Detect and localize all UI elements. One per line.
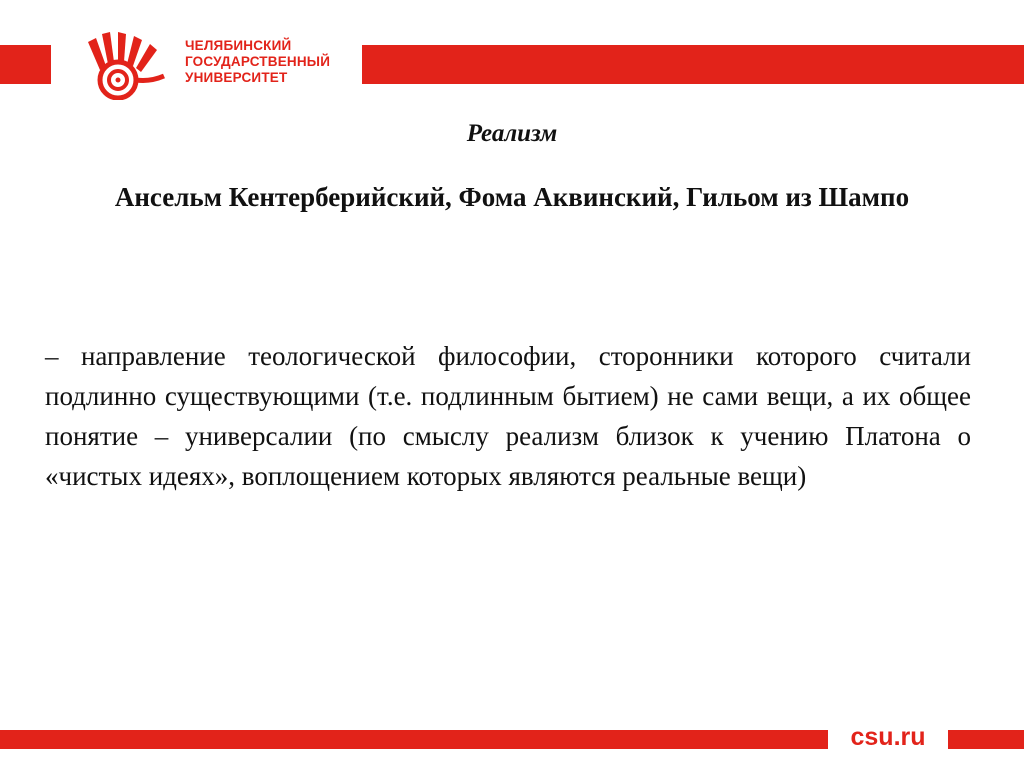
slide-title: Реализм <box>466 120 558 147</box>
university-name <box>185 38 330 86</box>
slide-subtitle-names: Ансельм Кентерберийский, Фома Аквинский, Гильом из Шампо <box>114 182 910 212</box>
definition-paragraph: – направление теологической философии, сторонники которого считали подлинно существующими (т.е. подлинным бытием) не сами вещи, а их общее понятие – универсалии (по смыслу реализм близок к учению Платона о «чистых идеях», воплощением которых являются реальные вещи) <box>45 341 971 491</box>
university-name-line-3: УНИВЕРСИТЕТ <box>185 70 288 85</box>
footer-website-link[interactable]: csu.ru <box>850 723 926 751</box>
footer-bar-left <box>0 730 828 749</box>
university-spiral-icon <box>80 30 170 100</box>
university-name-line-1: ЧЕЛЯБИНСКИЙ <box>185 38 292 53</box>
header-bar-right <box>362 45 1024 84</box>
footer-bar-right <box>948 730 1024 749</box>
university-name-line-2: ГОСУДАРСТВЕННЫЙ <box>185 54 331 69</box>
header-bar-left <box>0 45 51 84</box>
